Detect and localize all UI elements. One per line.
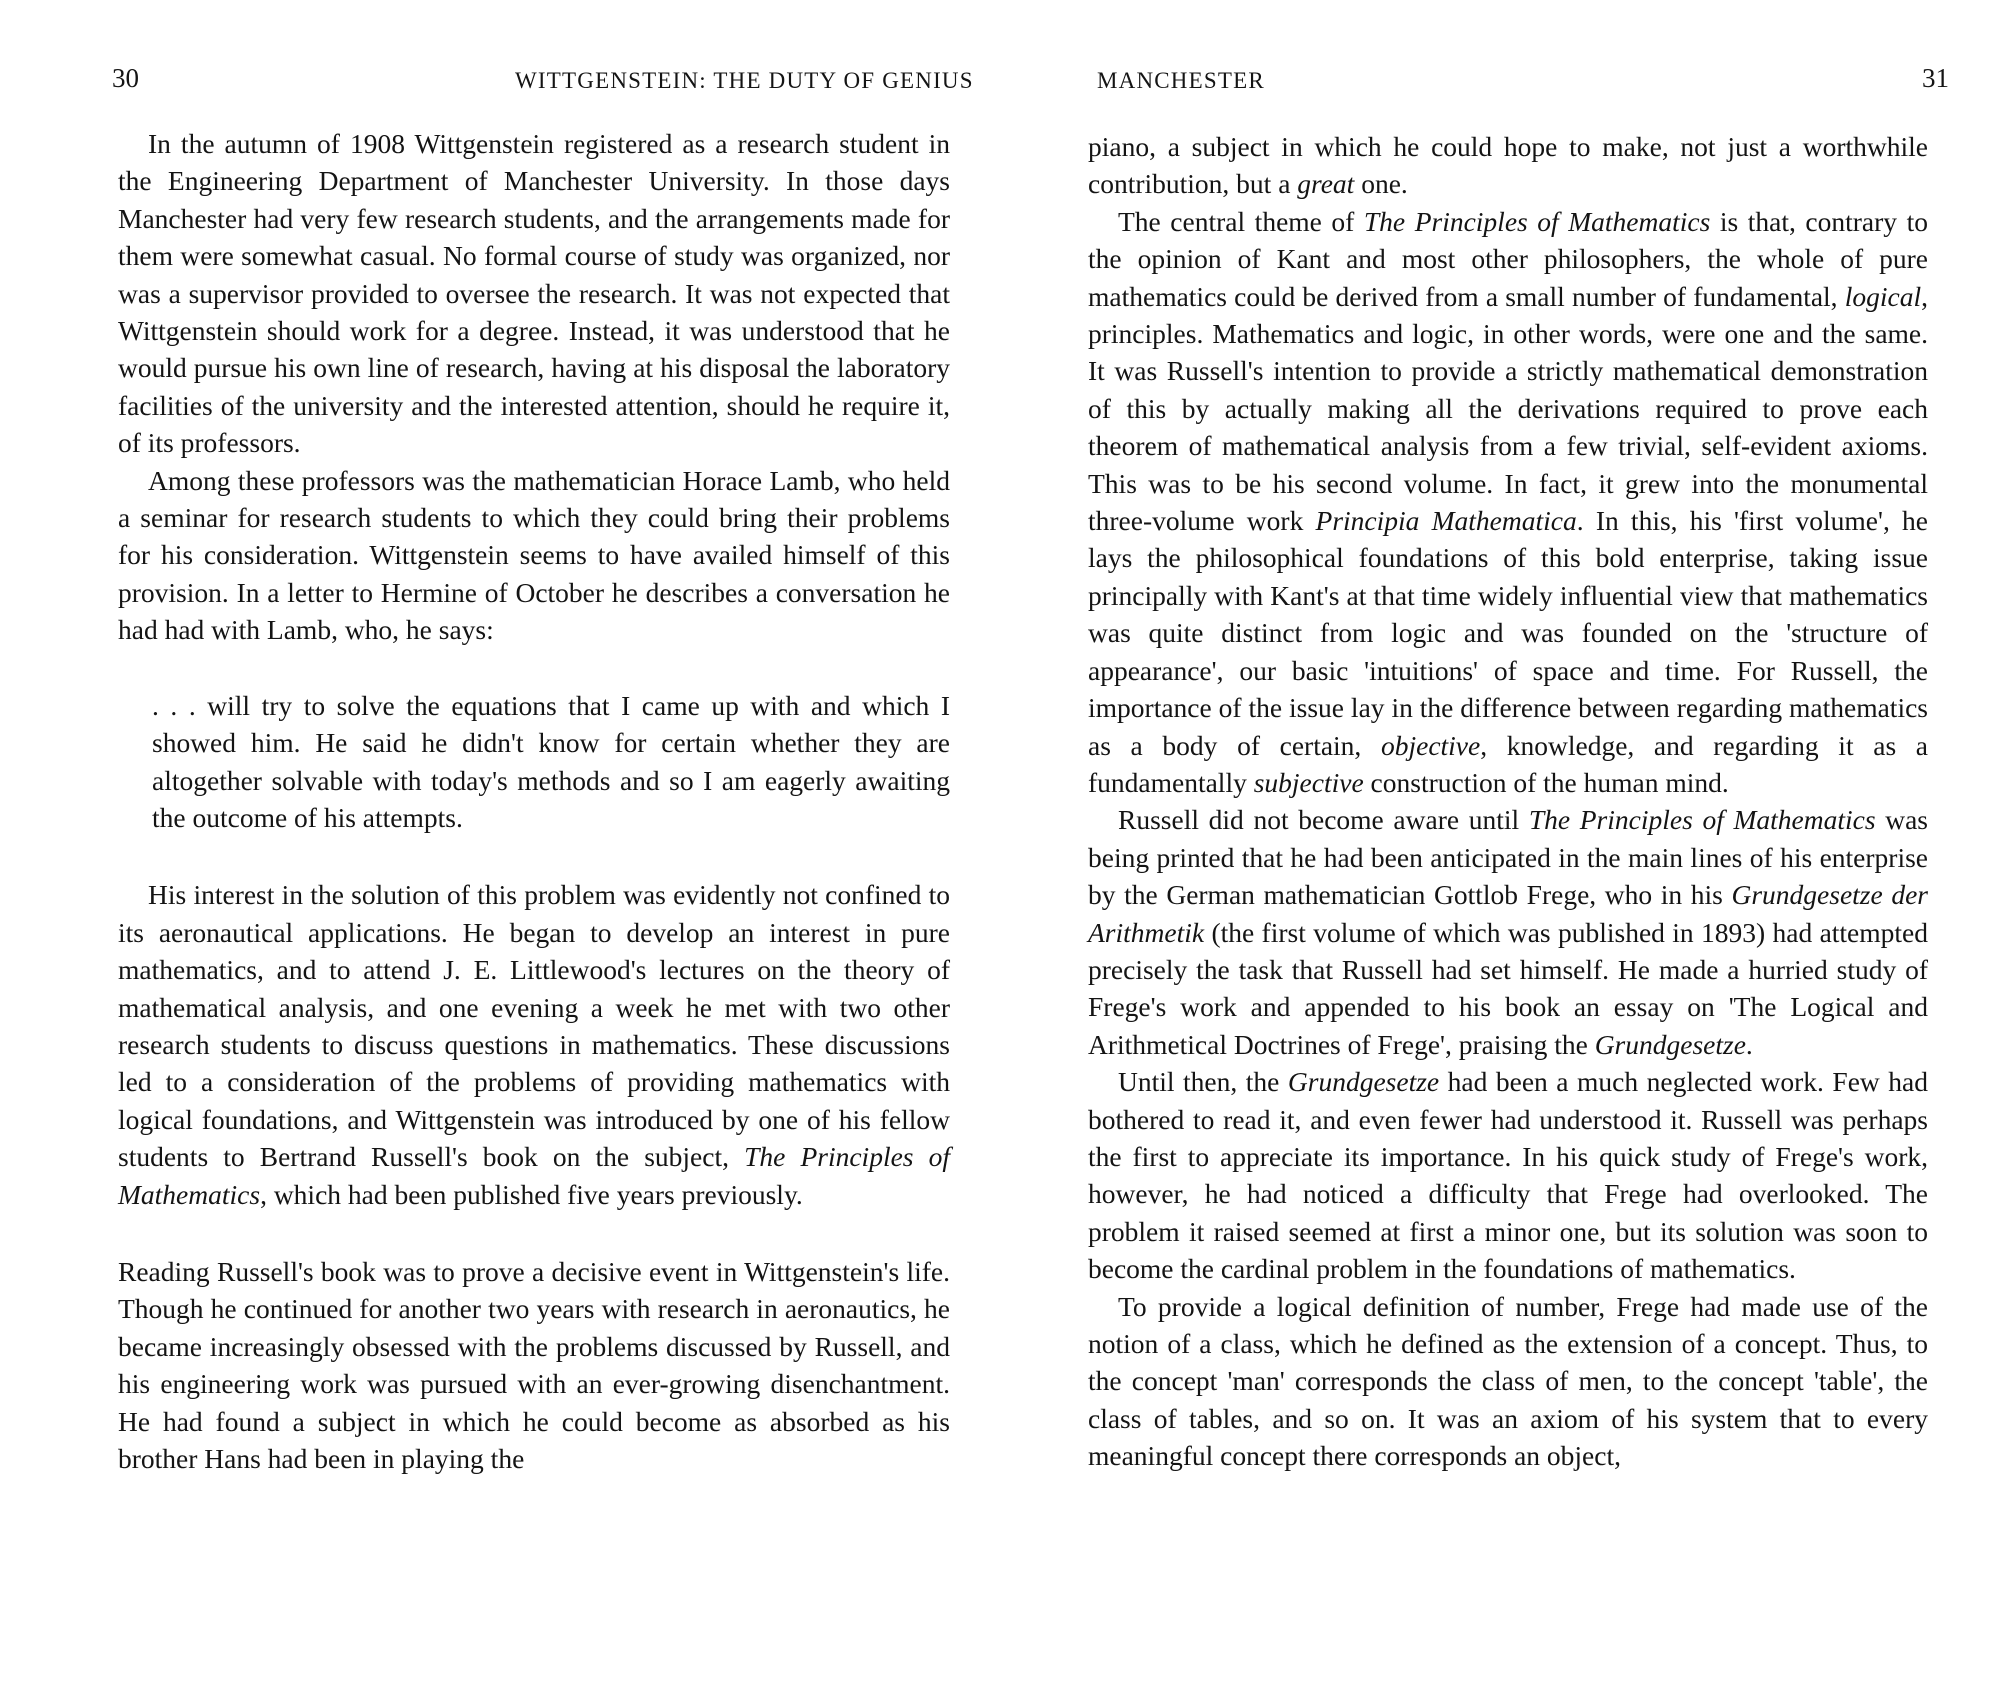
book-title: The Principles of Mathematics xyxy=(1528,804,1876,836)
emphasis: objective xyxy=(1380,729,1481,761)
right-running-head: MANCHESTER xyxy=(1097,68,1265,93)
paragraph xyxy=(118,876,950,1213)
right-page-text xyxy=(1088,128,1928,1475)
book-title: Grundgesetze xyxy=(1594,1028,1746,1060)
paragraph-text: Until then, the xyxy=(1118,1066,1288,1098)
paragraph-text: (the first volume of which was published in 1893) had attempted precisely the task that Russell had set himself. He made a hurried study of Frege's work and appended to his book an essay on 'The Logical and Arithmetical Doctrines of Frege', praising the xyxy=(1088,916,1928,1060)
paragraph: Among these professors was the mathematician Horace Lamb, who held a seminar for research students to which they could bring their problems for his consideration. Wittgenstein seems to have availed himself of this provision. In a letter to Hermine of October he describes a conversation he had had with Lamb, who, he says: xyxy=(118,464,950,646)
paragraph-text: , principles. Mathematics and logic, in other words, were one and the same. It was Russell's intention to provide a strictly mathematical demonstration of this by actually making all the derivations required to prove each theorem of mathematical analysis from a few trivial, self-evident axioms. This was to be his second volume. In fact, it grew into the monumental three-volume work xyxy=(1088,280,1928,537)
book-title: The Principles of Mathematics xyxy=(118,1141,950,1210)
paragraph-text: was being printed that he had been anticipated in the main lines of his enterprise by the German mathematician Gottlob Frege, who in his xyxy=(1088,804,1928,911)
emphasis: logical xyxy=(1844,280,1922,312)
paragraph-text: construction of the human mind. xyxy=(1363,766,1729,798)
paragraph-text: had been a much neglected work. Few had bothered to read it, and even fewer had understood it. Russell was perhaps the first to appreciate its importance. In his quick study of Frege's work, however, he had noticed a difficulty that Frege had overlooked. The problem it raised seemed at first a minor one, but its solution was soon to become the cardinal problem in the foundations of mathematics. xyxy=(1088,1066,1928,1285)
right-page xyxy=(1005,0,2010,1702)
book-title: Principia Mathematica xyxy=(1315,505,1577,537)
paragraph-text: Russell did not become aware until xyxy=(1118,804,1529,836)
paragraph-text: one. xyxy=(1354,168,1408,200)
left-page-number: 30 xyxy=(112,63,139,93)
paragraph-text: piano, a subject in which he could hope to make, not just a worthwhile contribution, but a xyxy=(1088,131,1928,200)
paragraph xyxy=(1088,1063,1928,1287)
paragraph-text: , which had been published five years previously. xyxy=(260,1178,803,1210)
right-page-number: 31 xyxy=(1922,63,1949,93)
book-title: Grundgesetze xyxy=(1287,1066,1440,1098)
block-quote: . . . will try to solve the equations that I came up with and which I showed him. He said he didn't know for certain whether they are altogether solvable with today's methods and so I am eagerly awaiting the outcome of his attempts. xyxy=(152,689,950,833)
paragraph: Reading Russell's book was to prove a decisive event in Wittgenstein's life. Though he continued for another two years with research in aeronautics, he became increasingly obsessed with the problems discussed by Russell, and his engineering work was pursued with an ever-growing disenchantment. He had found a subject in which he could become as absorbed as his brother Hans had been in playing the xyxy=(118,1255,950,1474)
left-running-head: WITTGENSTEIN: THE DUTY OF GENIUS xyxy=(515,68,974,93)
paragraph-text: The central theme of xyxy=(1118,205,1364,237)
book-title: The Principles of Mathematics xyxy=(1363,205,1711,237)
paragraph xyxy=(1088,801,1928,1063)
paragraph-text: His interest in the solution of this problem was evidently not confined to its aeronautical applications. He began to develop an interest in pure mathematics, and to attend J. E. Littlewood's lectures on the theory of mathematical analysis, and one evening a week he met with two other research students to discuss questions in mathematics. These discussions led to a consideration of the problems of providing mathematics with logical foundations, and Wittgenstein was introduced by one of his fellow students to Bertrand Russell's book on the subject, xyxy=(118,879,950,1173)
book-title: Grundgesetze der Arithmetik xyxy=(1088,879,1928,948)
paragraph: To provide a logical definition of number, Frege had made use of the notion of a class, which he defined as the extension of a concept. Thus, to the concept 'man' corresponds the class of men, to the concept 'table', the class of tables, and so on. It was an axiom of his system that to every meaningful concept there corresponds an object, xyxy=(1088,1290,1928,1472)
left-page-text xyxy=(118,125,950,1477)
paragraph-text: is that, contrary to the opinion of Kant and most other philosophers, the whole of pure mathematics could be derived from a small number of fundamental, xyxy=(1088,205,1928,312)
paragraph xyxy=(1088,203,1928,802)
emphasis: great xyxy=(1297,168,1355,200)
paragraph-text: . xyxy=(1745,1028,1753,1060)
emphasis: subjective xyxy=(1253,766,1364,798)
paragraph: In the autumn of 1908 Wittgenstein registered as a research student in the Engineering Department of Manchester University. In those days Manchester had very few research students, and the arrangements made for them were somewhat casual. No formal course of study was organized, nor was a supervisor provided to oversee the research. It was not expected that Wittgenstein should work for a degree. Instead, it was understood that he would pursue his own line of research, having at his disposal the laboratory facilities of the university and the interested attention, should he require it, of its professors. xyxy=(118,128,950,459)
paragraph-text: , knowledge, and regarding it as a fundamentally xyxy=(1088,729,1929,798)
paragraph-text: . In this, his 'first volume', he lays the philosophical foundations of this bold enterprise, taking issue principally with Kant's at that time widely influential view that mathematics was quite distinct from logic and was founded on the 'structure of appearance', our basic 'intuitions' of space and time. For Russell, the importance of the issue lay in the difference between regarding mathematics as a body of certain, xyxy=(1088,505,1928,761)
paragraph xyxy=(1088,128,1928,203)
